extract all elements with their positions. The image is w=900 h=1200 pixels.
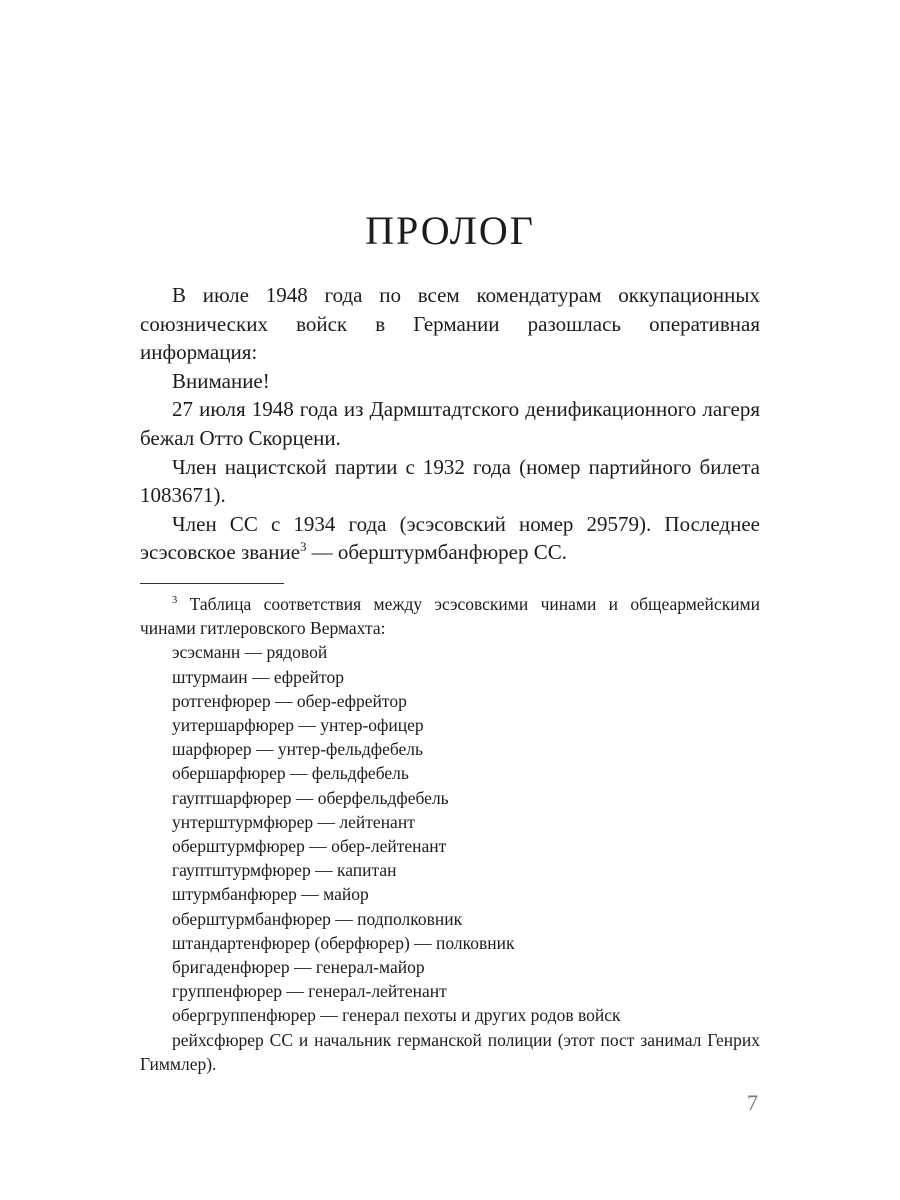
- paragraph-line: Член СС с 1934 года (эсэсовский номер 29579). Последнее: [172, 511, 760, 536]
- rank-item: ротгенфюрер — обер-ефрейтор: [172, 690, 407, 711]
- rank-item: эсэсманн — рядовой: [172, 642, 328, 663]
- body-text: [140, 281, 760, 567]
- rank-list: [140, 640, 760, 1027]
- rank-item: гауптшарфюрер — оберфельдфебель: [172, 787, 449, 808]
- rank-item: шарфюрер — унтер-фельдфебель: [172, 739, 424, 760]
- paragraph-text: эсэсовское звание: [140, 540, 301, 565]
- rank-item: гауптштурмфюрер — капитан: [172, 860, 397, 881]
- rank-item: обергруппенфюрер — генерал пехоты и других родов войск: [172, 1005, 621, 1026]
- rank-item: бригаденфюрер — генерал-майор: [172, 957, 425, 978]
- page-number: 7: [747, 1090, 758, 1115]
- footnote: [140, 592, 760, 1076]
- paragraph: [140, 510, 760, 567]
- page-title: ПРОЛОГ: [365, 208, 535, 253]
- paragraph: В июле 1948 года по всем комендатурам оккупационных союзнических войск в Германии разошлась оперативная информация:: [140, 283, 760, 365]
- footnote-intro: [140, 592, 760, 640]
- rank-item: унтерштурмфюрер — лейтенант: [172, 811, 415, 832]
- footnote-reference[interactable]: 3: [300, 540, 307, 555]
- paragraph: Внимание!: [172, 368, 270, 393]
- footnote-closing: рейхсфюрер СС и начальник германской полиции (этот пост занимал Генрих Гиммлер).: [140, 1029, 760, 1074]
- footnote-divider: [140, 583, 284, 584]
- rank-item: штандартенфюрер (оберфюрер) — полковник: [172, 932, 515, 953]
- rank-item: группенфюрер — генерал-лейтенант: [172, 981, 447, 1002]
- rank-item: оберштурмбанфюрер — подполковник: [172, 908, 463, 929]
- footnote-marker: 3: [172, 595, 178, 607]
- footnote-intro-text: Таблица соответствия между эсэсовскими чинами и общеармейскими чинами гитлеровского Вермахта:: [140, 594, 760, 639]
- rank-item: штурмаин — ефрейтор: [172, 666, 344, 687]
- paragraph-text: — оберштурмбанфюрер СС.: [306, 540, 568, 565]
- rank-item: оберштурмфюрер — обер-лейтенант: [172, 836, 447, 857]
- rank-item: обершарфюрер — фельдфебель: [172, 763, 409, 784]
- paragraph: Член нацистской партии с 1932 года (номер партийного билета 1083671).: [140, 454, 760, 508]
- rank-item: уитершарфюрер — унтер-офицер: [172, 715, 424, 736]
- rank-item: штурмбанфюрер — майор: [172, 884, 369, 905]
- paragraph: 27 июля 1948 года из Дармштадтского денификационного лагеря бежал Отто Скорцени.: [140, 397, 760, 450]
